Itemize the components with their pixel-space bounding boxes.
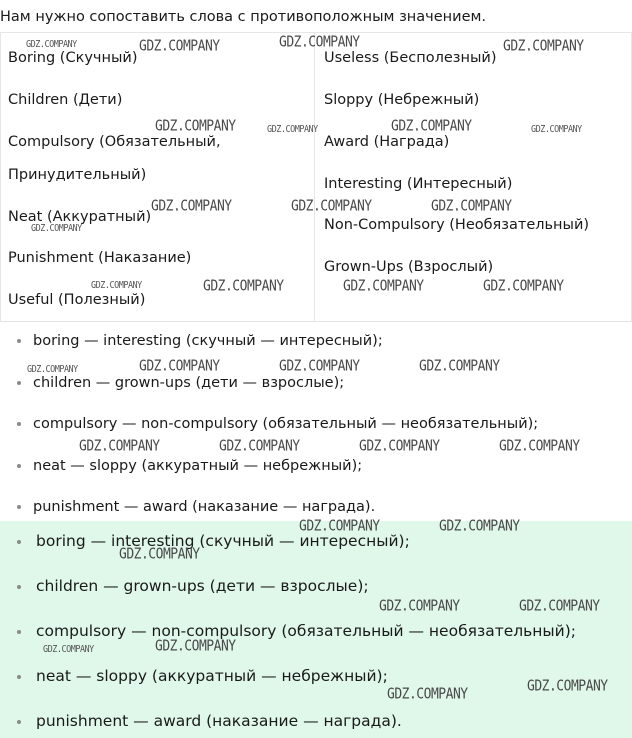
- bullet-icon: [17, 585, 21, 589]
- watermark: GDZ.COMPANY: [79, 438, 160, 456]
- bullet-icon: [17, 630, 21, 634]
- watermark: GDZ.COMPANY: [279, 358, 360, 376]
- watermark: GDZ.COMPANY: [219, 438, 300, 456]
- watermark: GDZ.COMPANY: [139, 38, 220, 56]
- table-cell-left: Принудительный): [8, 167, 147, 183]
- table-cell-left: Punishment (Наказание): [8, 250, 192, 266]
- watermark: GDZ.COMPANY: [379, 598, 460, 616]
- watermark: GDZ.COMPANY: [527, 678, 608, 696]
- watermark: GDZ.COMPANY: [155, 118, 236, 136]
- watermark: GDZ.COMPANY: [439, 518, 520, 536]
- bullet-icon: [17, 505, 21, 509]
- watermark: GDZ.COMPANY: [267, 124, 318, 136]
- bullet-icon: [17, 720, 21, 724]
- bullet-icon: [17, 381, 21, 385]
- watermark: GDZ.COMPANY: [291, 198, 372, 216]
- watermark: GDZ.COMPANY: [279, 34, 360, 52]
- watermark: GDZ.COMPANY: [299, 518, 380, 536]
- watermark: GDZ.COMPANY: [499, 438, 580, 456]
- watermark: GDZ.COMPANY: [531, 124, 582, 136]
- table-cell-left: Useful (Полезный): [8, 292, 146, 308]
- bullet-icon: [17, 339, 21, 343]
- bullet-icon: [17, 464, 21, 468]
- watermark: GDZ.COMPANY: [31, 223, 82, 235]
- watermark: GDZ.COMPANY: [343, 278, 424, 296]
- table-cell-right: Interesting (Интересный): [324, 176, 513, 192]
- intro-text: Нам нужно сопоставить слова с противоположным значением.: [0, 9, 487, 25]
- watermark: GDZ.COMPANY: [431, 198, 512, 216]
- watermark: GDZ.COMPANY: [139, 358, 220, 376]
- bullet-icon: [17, 422, 21, 426]
- watermark: GDZ.COMPANY: [26, 39, 77, 51]
- bullet-icon: [17, 675, 21, 679]
- watermark: GDZ.COMPANY: [91, 280, 142, 292]
- table-cell-left: Compulsory (Обязательный,: [8, 134, 221, 150]
- table-cell-left: Neat (Аккуратный): [8, 209, 152, 225]
- watermark: GDZ.COMPANY: [419, 358, 500, 376]
- table-cell-right: Award (Награда): [324, 134, 450, 150]
- watermark: GDZ.COMPANY: [43, 644, 94, 656]
- table-cell-right: Sloppy (Небрежный): [324, 92, 480, 108]
- watermark: GDZ.COMPANY: [483, 278, 564, 296]
- table-cell-right: Non-Compulsory (Необязательный): [324, 217, 590, 233]
- watermark: GDZ.COMPANY: [203, 278, 284, 296]
- table-cell-right: Grown-Ups (Взрослый): [324, 259, 494, 275]
- watermark: GDZ.COMPANY: [503, 38, 584, 56]
- watermark: GDZ.COMPANY: [519, 598, 600, 616]
- table-cell-left: Boring (Скучный): [8, 50, 138, 66]
- watermark: GDZ.COMPANY: [151, 198, 232, 216]
- watermark: GDZ.COMPANY: [387, 686, 468, 704]
- table-divider: [314, 32, 315, 322]
- table-cell-right: Useless (Бесполезный): [324, 50, 497, 66]
- watermark: GDZ.COMPANY: [391, 118, 472, 136]
- watermark: GDZ.COMPANY: [27, 364, 78, 376]
- watermark: GDZ.COMPANY: [155, 638, 236, 656]
- watermark: GDZ.COMPANY: [119, 546, 200, 564]
- watermark: GDZ.COMPANY: [359, 438, 440, 456]
- bullet-icon: [17, 540, 21, 544]
- table-cell-left: Children (Дети): [8, 92, 123, 108]
